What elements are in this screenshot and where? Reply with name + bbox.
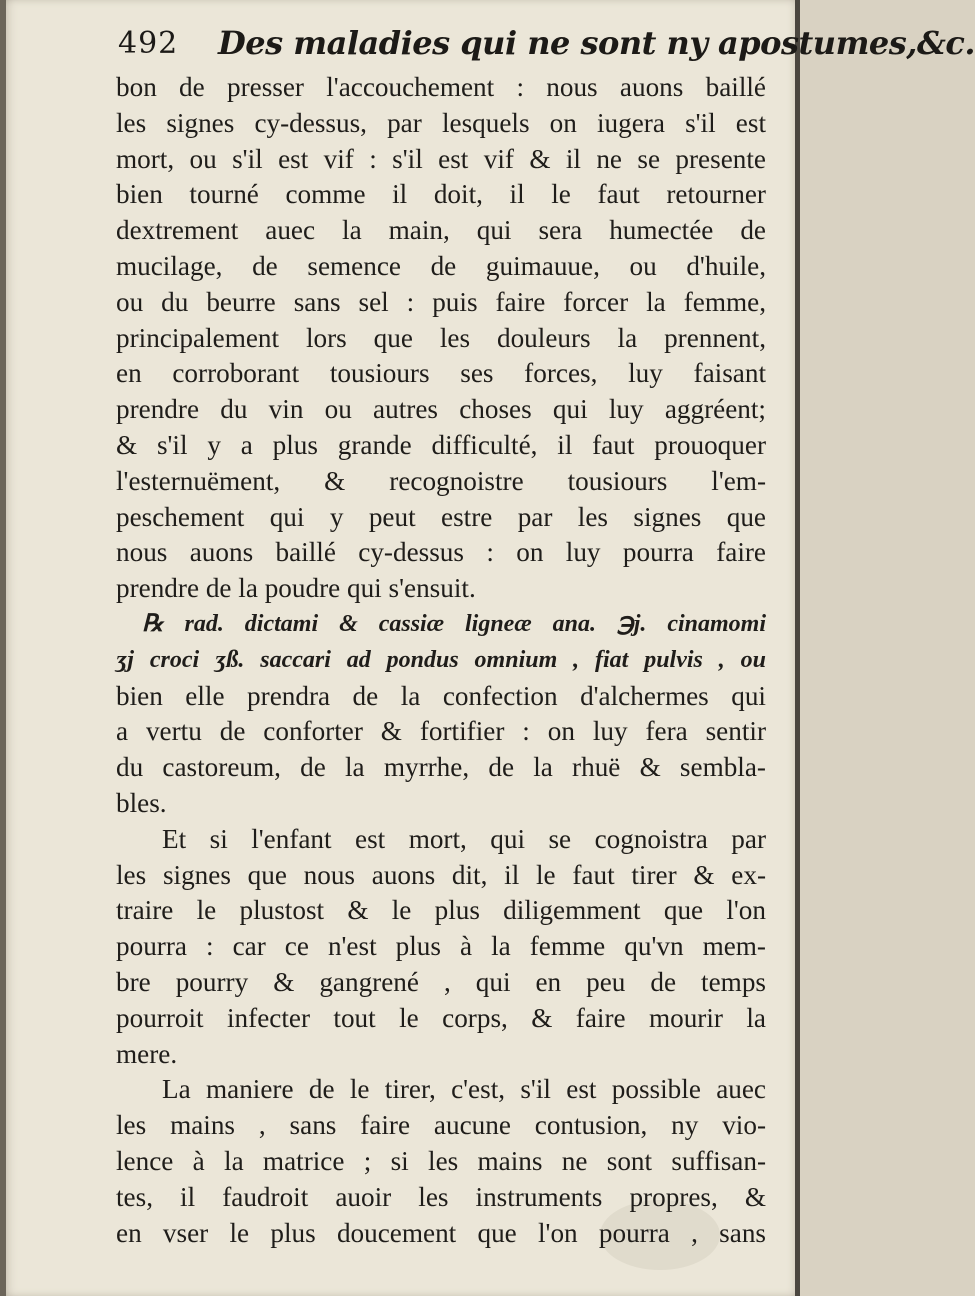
text-line: pourroit infecter tout le corps, & faire mourir la — [116, 1002, 766, 1033]
page-number: 492 — [118, 26, 179, 61]
text-line: bon de presser l'accouchement : nous auons baillé — [116, 72, 766, 102]
running-head: Des maladies qui ne sont ny apostumes,&c. — [218, 24, 975, 62]
text-line: La maniere de le tirer, c'est, s'il est possible auec — [162, 1074, 766, 1105]
text-line: ou du beurre sans sel : puis faire forcer la femme, — [116, 286, 766, 317]
recipe-line: ʒj croci ʒß. saccari ad pondus omnium , fiat pulvis , ou — [116, 646, 766, 673]
text-line: traire le plustost & le plus diligemment que l'on — [116, 895, 766, 926]
text-line: les signes cy-dessus, par lesquels on iugera s'il est — [116, 107, 766, 138]
text-line: lence à la matrice ; si les mains ne sont suffisan- — [116, 1145, 766, 1176]
text-line: mere. — [116, 1038, 178, 1069]
text-line: mort, ou s'il est vif : s'il est vif & il ne se presente — [116, 143, 766, 174]
text-line: l'esternuëment, & recognoistre tousiours l'em- — [116, 465, 766, 496]
text-line: Et si l'enfant est mort, qui se cognoistra par — [162, 823, 766, 854]
text-line: en corroborant tousiours ses forces, luy faisant — [116, 358, 766, 389]
recipe-line: ℞ rad. dictami & cassiæ ligneæ ana. ℈j. cinamomi — [142, 610, 766, 637]
text-line: mucilage, de semence de guimauue, ou d'huile, — [116, 250, 766, 281]
body-text — [116, 70, 766, 1251]
text-line: les signes que nous auons dit, il le faut tirer & ex- — [116, 859, 766, 890]
page-edge-shadow — [795, 0, 800, 1296]
text-line: pourra : car ce n'est plus à la femme qu'vn mem- — [116, 931, 766, 962]
text-line: bre pourry & gangrené , qui en peu de temps — [116, 966, 766, 997]
text-line: tes, il faudroit auoir les instruments propres, & — [116, 1181, 766, 1212]
text-line: peschement qui y peut estre par les signes que — [116, 501, 766, 532]
text-line: & s'il y a plus grande difficulté, il faut prouoquer — [116, 429, 766, 460]
text-line: nous auons baillé cy-dessus : on luy pourra faire — [116, 537, 766, 568]
text-line: prendre de la poudre qui s'ensuit. — [116, 573, 476, 604]
text-line: principalement lors que les douleurs la prennent, — [116, 322, 766, 353]
text-line: bles. — [116, 787, 167, 818]
page-gutter-shadow — [0, 0, 6, 1296]
text-line: a vertu de conforter & fortifier : on luy fera sentir — [116, 716, 766, 747]
text-line: du castoreum, de la myrrhe, de la rhuë & sembla- — [116, 752, 766, 783]
text-line: dextrement auec la main, qui sera humectée de — [116, 215, 766, 246]
text-line: bien elle prendra de la confection d'alchermes qui — [116, 680, 766, 711]
text-line: les mains , sans faire aucune contusion, ny vio- — [116, 1110, 766, 1141]
text-line: en vser le plus doucement que l'on pourra , sans — [116, 1217, 766, 1248]
text-line: bien tourné comme il doit, il le faut retourner — [116, 179, 766, 210]
page-header — [118, 20, 975, 70]
text-line: prendre du vin ou autres choses qui luy aggréent; — [116, 394, 766, 425]
